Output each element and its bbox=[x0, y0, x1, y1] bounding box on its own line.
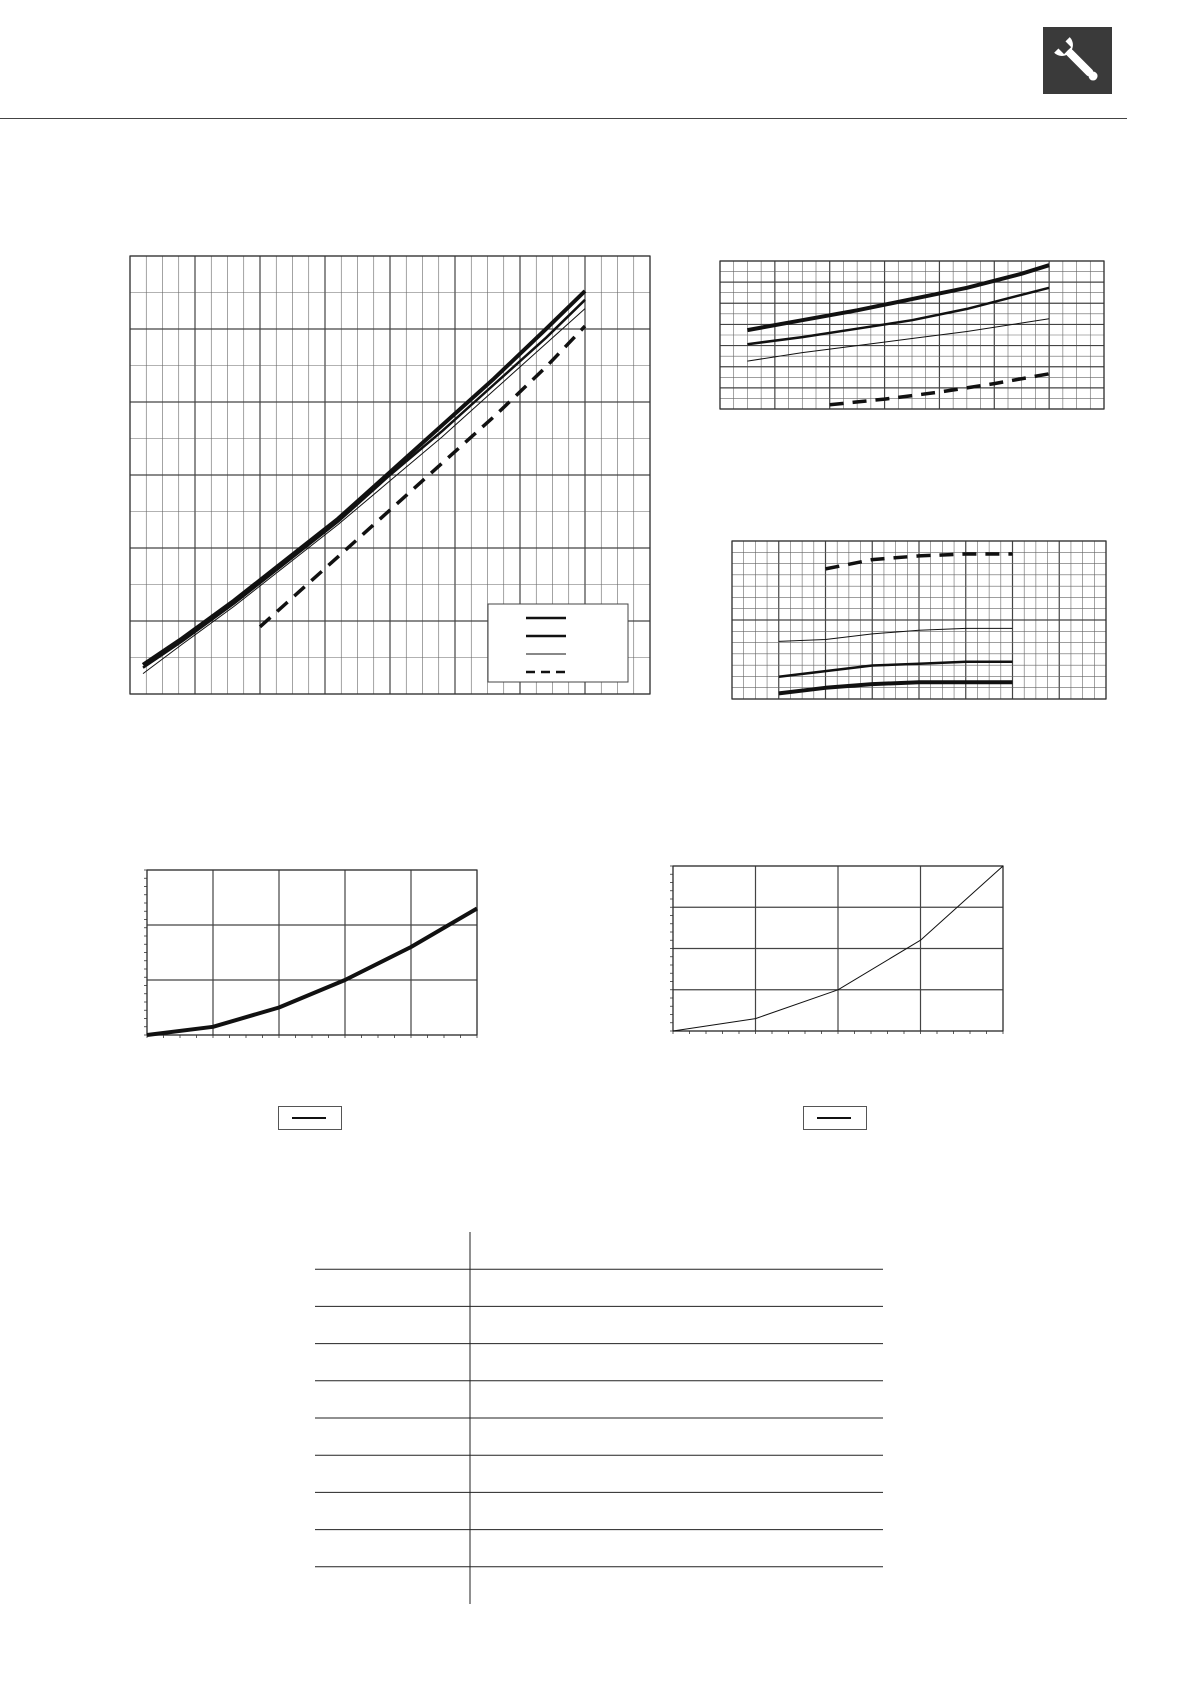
legend-box bbox=[488, 604, 628, 682]
main-chart bbox=[118, 248, 658, 698]
bottom-right-chart bbox=[665, 858, 1015, 1043]
header-rule bbox=[0, 118, 1127, 119]
bottom-right-legend-box bbox=[803, 1106, 867, 1130]
top-right-chart-svg bbox=[710, 255, 1110, 415]
bottom-right-legend bbox=[803, 1106, 867, 1130]
series-line-1 bbox=[147, 909, 477, 1036]
top-right-chart bbox=[710, 255, 1110, 415]
bottom-left-legend bbox=[278, 1106, 342, 1130]
bottom-left-legend-box bbox=[278, 1106, 342, 1130]
bottom-right-chart-svg bbox=[665, 858, 1015, 1043]
bottom-left-chart bbox=[135, 858, 485, 1043]
bottom-left-chart-svg bbox=[135, 858, 485, 1043]
main-chart-svg bbox=[118, 248, 658, 698]
wrench-icon bbox=[1043, 27, 1112, 94]
mid-right-chart-svg bbox=[722, 535, 1112, 705]
plot-frame bbox=[147, 870, 477, 1035]
mid-right-chart bbox=[722, 535, 1112, 705]
tool-badge bbox=[1043, 27, 1112, 94]
